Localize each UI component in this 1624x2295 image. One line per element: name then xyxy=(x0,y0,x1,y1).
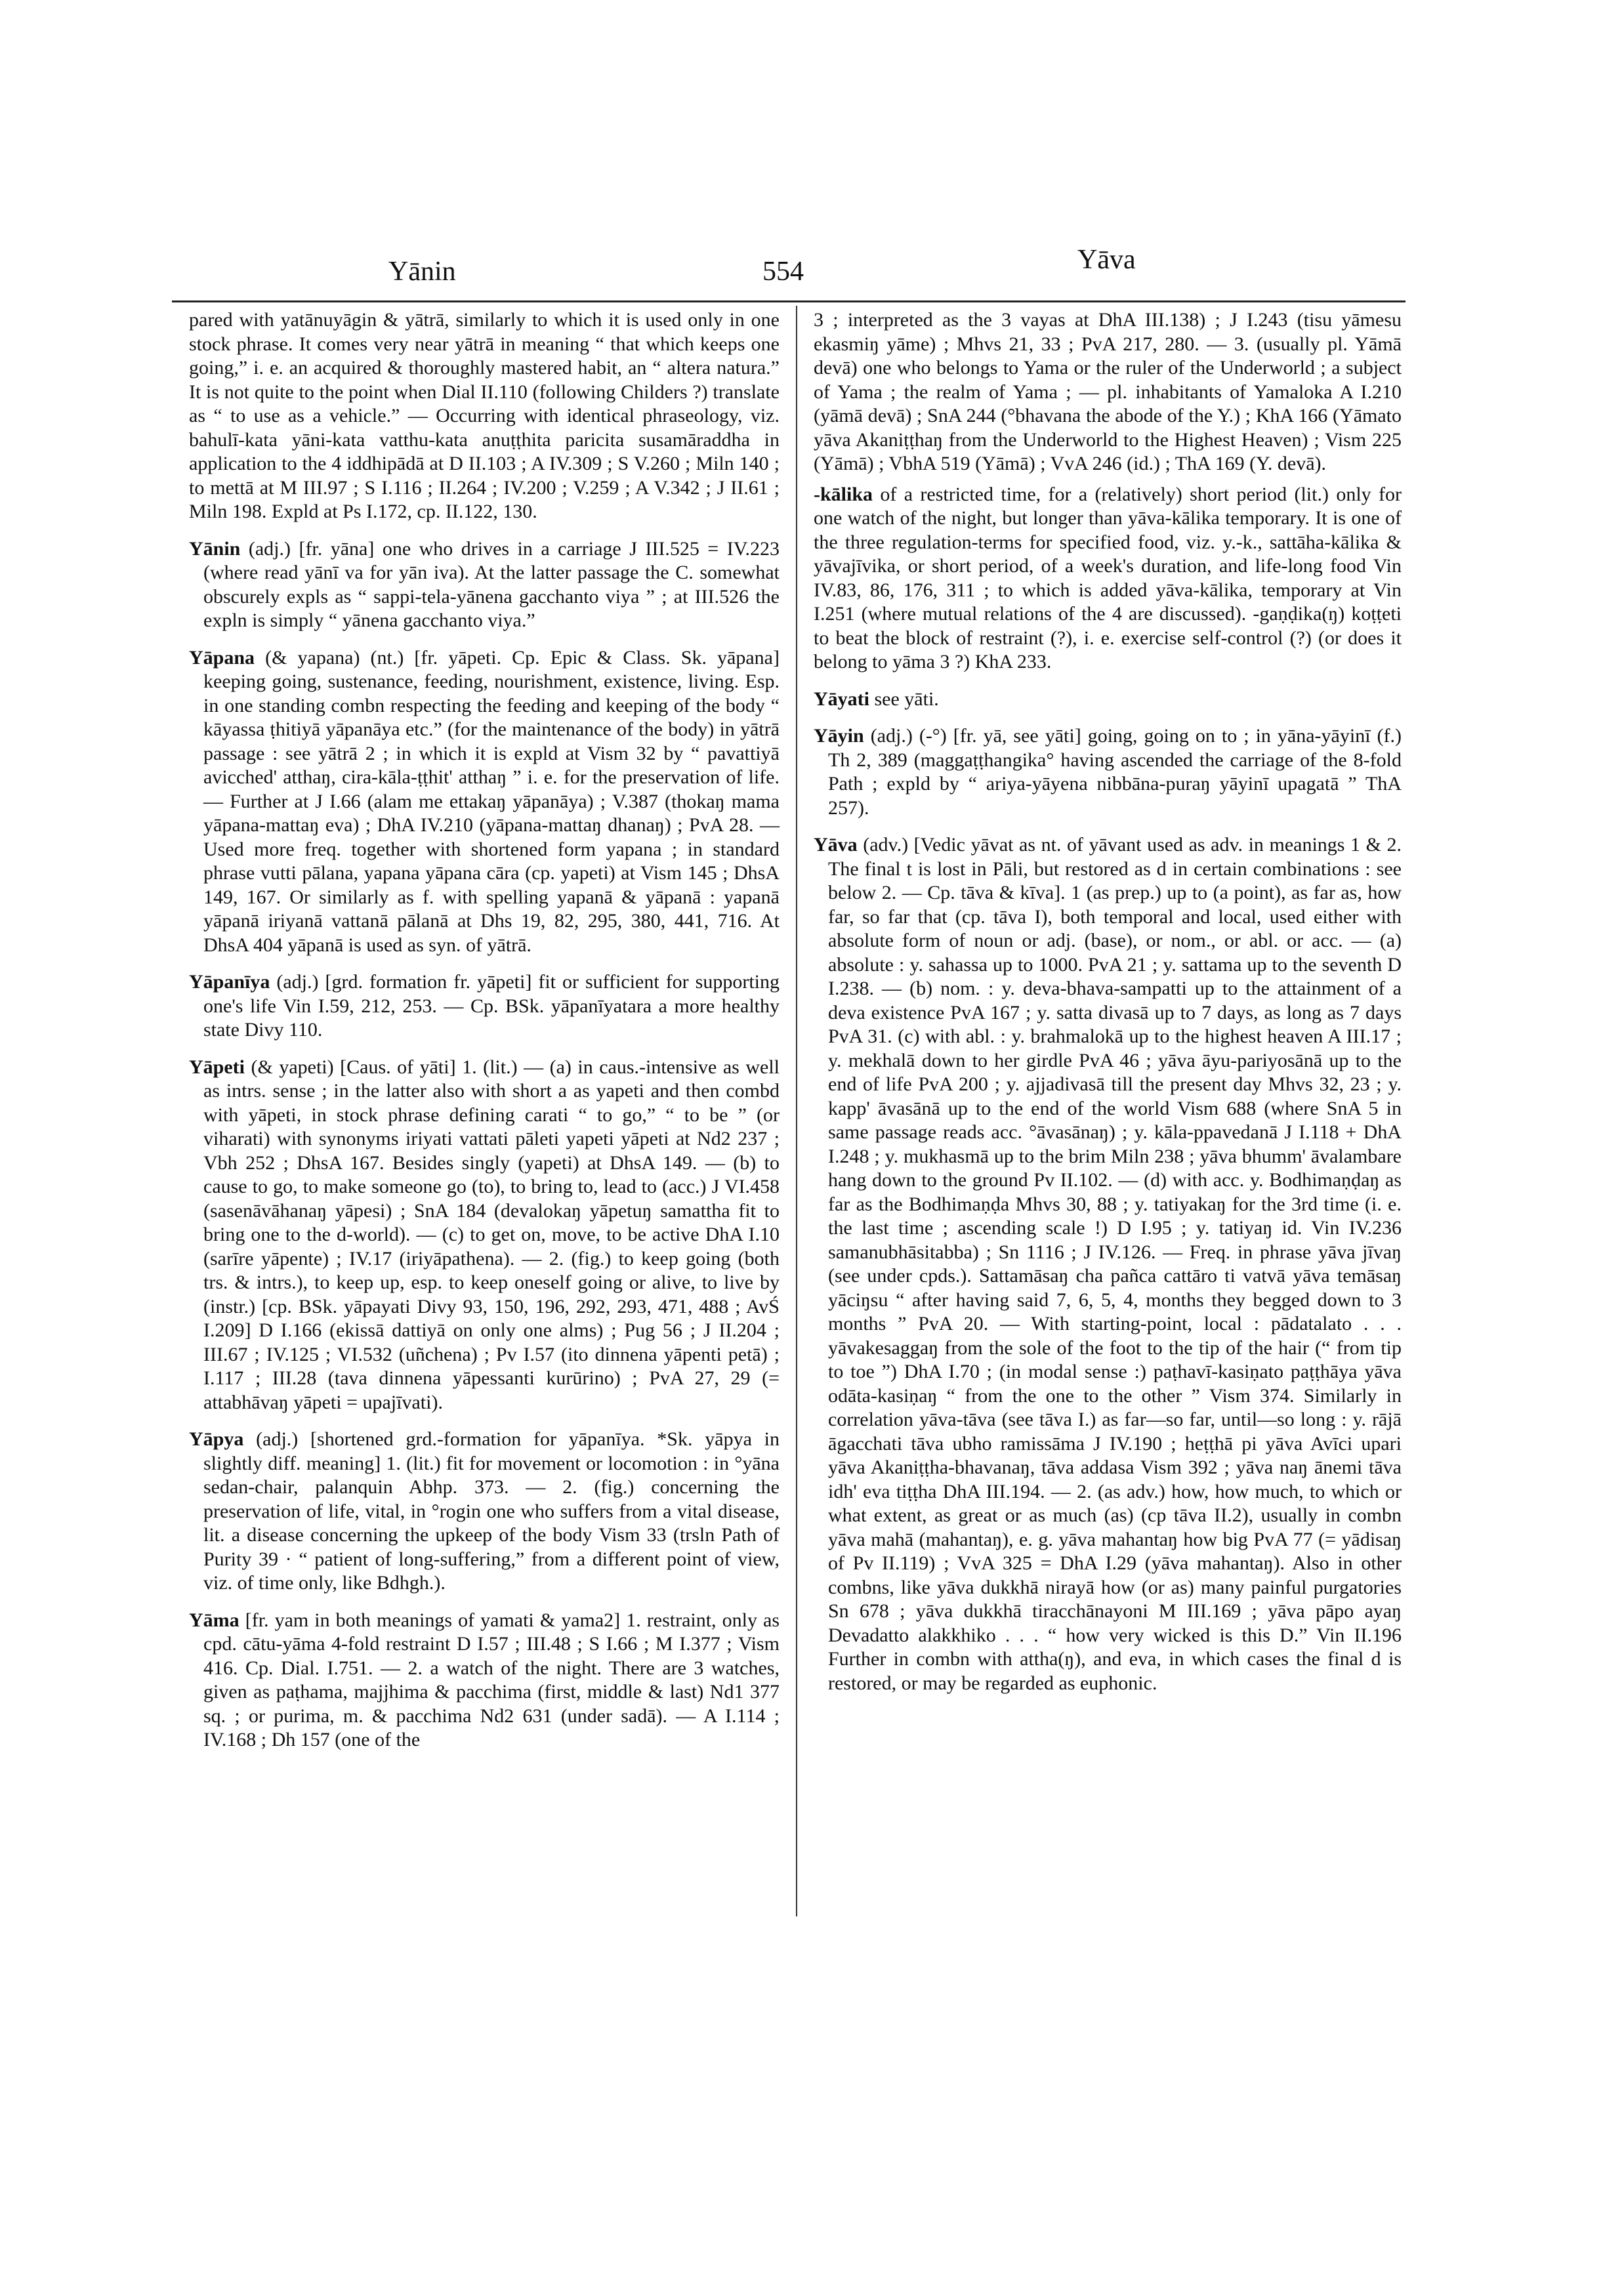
right-guide-word: Yāva xyxy=(1077,245,1136,275)
entry-headword: Yāyin xyxy=(814,725,864,747)
page-header xyxy=(172,244,1399,297)
dictionary-entry: Yāva (adv.) [Vedic yāvat as nt. of yāvant used as adv. in meanings 1 & 2. The final t is lost in Pāli, but restored as d in certain combinations : see below 2. — Cp. tāva & kīva]. 1 (as prep.) up to (a point), as far as, how far, so far that (cp. tāva I), both temporal and local, used either with absolute form of noun or adj. (base), or nom., or abl. or acc. — (a) absolute : y. sahassa up to 1000. PvA 21 ; y. sattama up to the seventh D I.238. — (b) nom. : y. deva-bhava-sampatti up to the attainment of a deva existence PvA 167 ; y. satta divasā up to 7 days, as long as 7 days PvA 31. (c) with abl. : y. brahmalokā up to the highest heaven A III.17 ; y. mekhalā down to her girdle PvA 46 ; yāva āyu-pariyosānā up to the end of life PvA 200 ; y. ajjadivasā till the present day Mhvs 32, 23 ; y. kapp' āvasānā up to the end of the world Vism 688 (where SnA 5 in same passage reads acc. °āvasānaŋ) ; y. kāla-ppavedanā J I.118 + DhA I.248 ; y. mukhasmā up to the brim Miln 238 ; yāva bhumm' āvalambare hang down to the ground Pv II.102. — (d) with acc. y. Bodhimaṇḍaŋ as far as the Bodhimaṇḍa Mhvs 30, 88 ; y. tatiyakaŋ for the 3rd time (i. e. the last time ; ascending scale !) D I.95 ; y. tatiyaŋ id. Vin IV.236 samanubhāsitabba) ; Sn 1116 ; J IV.126. — Freq. in phrase yāva jīvaŋ (see under cpds.). Sattamāsaŋ cha pañca cattāro ti vatvā yāva temāsaŋ yāciŋsu “ after having said 7, 6, 5, 4, months they begged down to 3 months ” PvA 20. — With starting-point, local : pādatalato . . . yāvakesaggaŋ from the sole of the foot to the tip of the hair (“ from tip to toe ”) DhA I.70 ; (in modal sense :) paṭhavī-kasiṇato paṭṭhāya yāva odāta-kasiṇaŋ “ from the one to the other ” Vism 374. Similarly in correlation yāva-tāva (see tāva I.) as far—so far, until—so long : y. rājā āgacchati tāva ubho ramissāma J IV.190 ; heṭṭhā pi yāva Avīci upari yāva Akaniṭṭha-bhavanaŋ, tāva addasa Vism 392 ; yāva naŋ ānemi tāva idh' eva tiṭṭha DhA III.194. — 2. (as adv.) how, how much, to which or what extent, as great or as much (as) (cp tāva II.2), usually in combn yāva mahā (mahantaŋ), e. g. yāva mahantaŋ how big PvA 77 (= yādisaŋ of Pv II.119) ; VvA 325 = DhA I.29 (yāva mahantaŋ). Also in other combns, like yāva dukkhā nirayā how (or as) many painful purgatories Sn 678 ; yāva dukkhā tiracchānayoni M III.169 ; yāva pāpo ayaŋ Devadatto alakkhiko . . . “ how very wicked is this D.” Vin II.196 Further in combn with attha(ŋ), and eva, in which cases the final d is restored, or may be regarded as euphonic. xyxy=(814,834,1402,1694)
dictionary-entry: Yānin (adj.) [fr. yāna] one who drives in a carriage J III.525 = IV.223 (where read yānī va for yān iva). At the latter passage the C. somewhat obscurely expls as “ sappi-tela-yānena gacchanto viya ” ; at III.526 the expln is simply “ yānena gacchanto viya.” xyxy=(189,537,780,631)
dictionary-entry: pared with yatānuyāgin & yātrā, similarly to which it is used only in one stock phrase. It comes very near yātrā in meaning “ that which keeps one going,” i. e. an acquired & thoroughly mastered habit, an “ altera natura.” It is not quite to the point when Dial II.110 (following Childers ?) translate as “ to use as a vehicle.” — Occurring with identical phraseology, viz. bahulī-kata yāni-kata vatthu-kata anuṭṭhita paricita susamāraddha in application to the 4 iddhipādā at D II.103 ; A IV.309 ; S V.260 ; Miln 140 ; to mettā at M III.97 ; S I.116 ; II.264 ; IV.200 ; V.259 ; A V.342 ; J II.61 ; Miln 198. Expld at Ps I.172, cp. II.122, 130. xyxy=(189,309,780,522)
dictionary-entry: -kālika of a restricted time, for a (relatively) short period (lit.) only for one watch of the night, but longer than yāva-kālika temporary. It is one of the three regulation-terms for specified food, viz. y.-k., sattāha-kālika & yāvajīvika, or short period, of a week's duration, and life-long food Vin IV.83, 86, 176, 311 ; to which is added yāva-kālika, temporary at Vin I.251 (where mutual relations of the 4 are discussed). -gaṇḍika(ŋ) koṭṭeti to beat the block of restraint (?), i. e. exercise self-control (?) (or does it belong to yāma 3 ?) KhA 233. xyxy=(814,483,1402,672)
dictionary-entry: Yāyin (adj.) (-°) [fr. yā, see yāti] going, going on to ; in yāna-yāyinī (f.) Th 2, 389 (maggaṭṭhangika° having ascended the carriage of the 8-fold Path ; expld by “ ariya-yāyena nibbāna-puraŋ yāyinī upagatā ” ThA 257). xyxy=(814,725,1402,819)
dictionary-entry: Yāpana (& yapana) (nt.) [fr. yāpeti. Cp. Epic & Class. Sk. yāpana] keeping going, sustenance, feeding, nourishment, existence, living. Esp. in one standing combn respecting the feeding and keeping of the body “ kāyassa ṭhitiyā yāpanāya etc.” (for the maintenance of the body) in yātrā passage : see yātrā 2 ; in which it is expld at Vism 32 by “ pavattiyā avicched' atthaŋ, cira-kāla-ṭṭhit' atthaŋ ” i. e. for the preservation of life. — Further at J I.66 (alam me ettakaŋ yāpanāya) ; V.387 (thokaŋ mama yāpana-mattaŋ eva) ; DhA IV.210 (yāpana-mattaŋ dhanaŋ) ; PvA 28. — Used more freq. together with shortened form yapana ; in standard phrase vutti pālana, yapana yāpana cāra (cp. yapeti) at Vism 145 ; DhsA 149, 167. Or similarly as f. with spelling yapanā & yāpanā : yapanā yāpanā iriyanā vattanā pālanā at Dhs 19, 82, 295, 380, 441, 716. At DhsA 404 yāpanā is used as syn. of yātrā. xyxy=(189,646,780,956)
entry-headword: Yāyati xyxy=(814,688,869,710)
entry-headword: Yānin xyxy=(189,537,241,560)
dictionary-entry: Yāpeti (& yapeti) [Caus. of yāti] 1. (lit.) — (a) in caus.-intensive as well as intrs. sense ; in the latter also with short a as yapeti and then combd with yāpeti, in stock phrase defining carati “ to go,” “ to be ” (or viharati) with synonyms iriyati vattati pāleti yapeti yāpeti at Nd2 237 ; Vbh 252 ; DhsA 167. Besides singly (yapeti) at DhsA 149. — (b) to cause to go, to make someone go (to), to bring to, lead to (acc.) J VI.458 (sasenāvāhanaŋ yāpesi) ; SnA 184 (devalokaŋ yāpetuŋ samattha fit to bring one to the d-world). — (c) to get on, move, to be active DhA I.10 (sarīre yāpente) ; IV.17 (iriyāpathena). — 2. (fig.) to keep going (both trs. & intrs.), to keep up, esp. to keep oneself going or alive, to live by (instr.) [cp. BSk. yāpayati Divy 93, 150, 196, 292, 293, 471, 488 ; AvŚ I.209] D I.166 (ekissā dattiyā on only one alms) ; Pug 56 ; J II.204 ; III.67 ; IV.125 ; VI.532 (uñchena) ; Pv I.57 (ito dinnena yāpenti petā) ; I.117 ; III.28 (tava dinnena yāpessanti kurūrino) ; PvA 27, 29 (= attabhāvaŋ yāpeti = upajīvati). xyxy=(189,1056,780,1413)
right-column xyxy=(814,308,1402,1708)
left-guide-word: Yānin xyxy=(388,257,456,287)
entry-headword: Yāpya xyxy=(189,1428,244,1450)
entry-headword: -kālika xyxy=(814,483,873,505)
dictionary-entry: Yāpanīya (adj.) [grd. formation fr. yāpeti] fit or sufficient for supporting one's life Vin I.59, 212, 253. — Cp. BSk. yāpanīyatara a more healthy state Divy 110. xyxy=(189,971,780,1041)
header-rule xyxy=(172,300,1405,302)
entry-headword: Yāma xyxy=(189,1609,239,1631)
entry-headword: Yāpana xyxy=(189,646,255,669)
entry-headword: Yāpeti xyxy=(189,1056,245,1078)
dictionary-entry: Yāyati see yāti. xyxy=(814,688,939,710)
entry-headword: Yāpanīya xyxy=(189,971,270,993)
page-number: 554 xyxy=(762,257,804,287)
left-column xyxy=(189,308,780,1766)
column-divider xyxy=(796,306,797,1916)
dictionary-entry: Yāma [fr. yam in both meanings of yamati & yama2] 1. restraint, only as cpd. cātu-yāma 4-fold restraint D I.57 ; III.48 ; S I.66 ; M I.377 ; Vism 416. Cp. Dial. I.751. — 2. a watch of the night. There are 3 watches, given as paṭhama, majjhima & pacchima (first, middle & last) Nd1 377 sq. ; or purima, m. & pacchima Nd2 631 (under sadā). — A I.114 ; IV.168 ; Dh 157 (one of the xyxy=(189,1609,780,1750)
dictionary-entry: Yāpya (adj.) [shortened grd.-formation for yāpanīya. *Sk. yāpya in slightly diff. meaning] 1. (lit.) fit for movement or locomotion : in °yāna sedan-chair, palanquin Abhp. 373. — 2. (fig.) concerning the preservation of life, vital, in °rogin one who suffers from a vital disease, lit. a disease concerning the upkeep of the body Vism 33 (trsln Path of Purity 39 · “ patient of long-suffering,” from a different point of view, viz. of time only, like Bdhgh.). xyxy=(189,1428,780,1594)
entry-headword: Yāva xyxy=(814,834,858,856)
dictionary-entry: 3 ; interpreted as the 3 vayas at DhA III.138) ; J I.243 (tisu yāmesu ekasmiŋ yāme) ; Mhvs 21, 33 ; PvA 217, 280. — 3. (usually pl. Yāmā devā) one who belongs to Yama or the ruler of the Underworld ; a subject of Yama ; the realm of Yama ; — pl. inhabitants of Yamaloka A I.210 (yāmā devā) ; SnA 244 (°bhavana the abode of the Y.) ; KhA 166 (Yāmato yāva Akaniṭṭhaŋ from the Underworld to the Highest Heaven) ; Vism 225 (Yāmā) ; VbhA 519 (Yāmā) ; VvA 246 (id.) ; ThA 169 (Y. devā). xyxy=(814,309,1402,474)
